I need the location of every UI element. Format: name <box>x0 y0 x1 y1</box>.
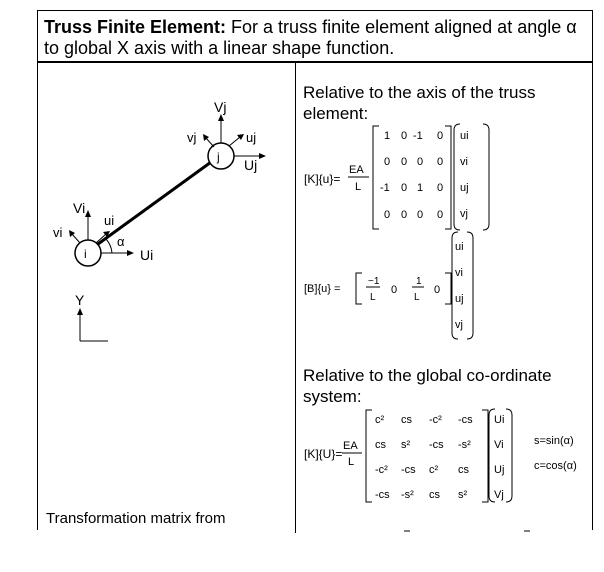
ea-local: EA <box>349 164 364 176</box>
k-local-cell: 0 <box>401 130 408 142</box>
k-local-cell: 0 <box>437 182 444 194</box>
u-global-item: Vi <box>494 439 504 451</box>
k-global-lhs: [K]{U}= <box>304 447 343 461</box>
k-local-cell: 0 <box>417 156 424 168</box>
u-b-item: vj <box>455 319 463 331</box>
k-global-cell: cs <box>375 439 386 451</box>
label-Vi: Vi <box>73 200 86 216</box>
k-local-cell: 0 <box>437 130 444 142</box>
b-0a: 0 <box>391 284 398 296</box>
u-b-item: vi <box>455 267 463 279</box>
k-global-cell: -cs <box>429 439 444 451</box>
header-title-text: For a truss finite element aligned at angle α to global X axis with a linear shape function. <box>44 17 577 58</box>
u-local-item: uj <box>460 182 469 194</box>
k-global-cell: c² <box>375 414 385 426</box>
l-global: L <box>348 456 355 468</box>
u-b-item: uj <box>455 293 464 305</box>
k-local-cell: 0 <box>384 156 391 168</box>
k-global-cell: s² <box>401 439 411 451</box>
label-Uj: Uj <box>244 157 258 173</box>
node-i-label: i <box>84 247 87 261</box>
k-global-cell: -cs <box>458 414 473 426</box>
label-Y: Y <box>75 292 85 308</box>
u-global-item: Ui <box>494 414 505 426</box>
k-global-cell: -c² <box>375 464 388 476</box>
ea-global: EA <box>343 440 358 452</box>
label-ui: ui <box>104 213 115 228</box>
footer-text: Transformation matrix from <box>46 510 226 527</box>
u-global-item: Vj <box>494 489 504 501</box>
local-title: Relative to the axis of the truss element: <box>303 83 536 123</box>
k-global-cell: -cs <box>375 489 390 501</box>
label-vj: vj <box>187 130 197 145</box>
k-global-matrix <box>375 414 473 501</box>
u-global-item: Uj <box>494 464 505 476</box>
b-neg1: −1 <box>368 276 380 287</box>
k-local-lhs: [K]{u}= <box>304 172 341 186</box>
label-vi: vi <box>53 225 63 240</box>
b-lhs: [B]{u} = <box>304 283 341 295</box>
u-b-item: ui <box>455 241 464 253</box>
k-local-matrix <box>380 130 443 221</box>
u-local-vector <box>460 130 469 220</box>
k-global-cell: s² <box>458 489 468 501</box>
k-global-cell: cs <box>401 414 412 426</box>
b-0b: 0 <box>434 284 441 296</box>
k-local-cell: 0 <box>417 209 424 221</box>
u-global-vector <box>494 414 504 501</box>
s-definition: s=sin(α) <box>534 435 574 447</box>
k-local-cell: 0 <box>401 156 408 168</box>
k-global-cell: c² <box>429 464 439 476</box>
k-local-cell: 0 <box>437 209 444 221</box>
b-L1: L <box>370 292 376 303</box>
k-global-cell: -c² <box>429 414 442 426</box>
label-Ui: Ui <box>140 247 154 263</box>
k-local-cell: 0 <box>437 156 444 168</box>
k-local-cell: -1 <box>413 130 423 142</box>
b-L2: L <box>414 292 420 303</box>
l-local: L <box>355 181 362 193</box>
k-global-cell: cs <box>458 464 469 476</box>
c-definition: c=cos(α) <box>534 460 577 472</box>
k-local-cell: -1 <box>380 182 390 194</box>
global-title: Relative to the global co-ordinate system: <box>303 366 552 406</box>
k-local-cell: 1 <box>417 182 424 194</box>
b-pos1: 1 <box>416 276 422 287</box>
label-alpha: α <box>117 234 125 249</box>
k-global-cell: -s² <box>458 439 471 451</box>
k-local-cell: 0 <box>384 209 391 221</box>
u-local-item: vj <box>460 208 468 220</box>
k-global-cell: -s² <box>401 489 414 501</box>
k-local-cell: 0 <box>401 182 408 194</box>
k-local-cell: 0 <box>401 209 408 221</box>
u-local-item: vi <box>460 156 468 168</box>
u-b-vector <box>455 241 464 331</box>
k-global-cell: cs <box>429 489 440 501</box>
node-j-label: j <box>217 150 220 164</box>
label-uj: uj <box>246 130 257 145</box>
k-global-cell: -cs <box>401 464 416 476</box>
label-Vj: Vj <box>214 99 227 115</box>
k-local-cell: 1 <box>384 130 391 142</box>
u-local-item: ui <box>460 130 469 142</box>
header-title-bold: Truss Finite Element: <box>44 17 227 37</box>
